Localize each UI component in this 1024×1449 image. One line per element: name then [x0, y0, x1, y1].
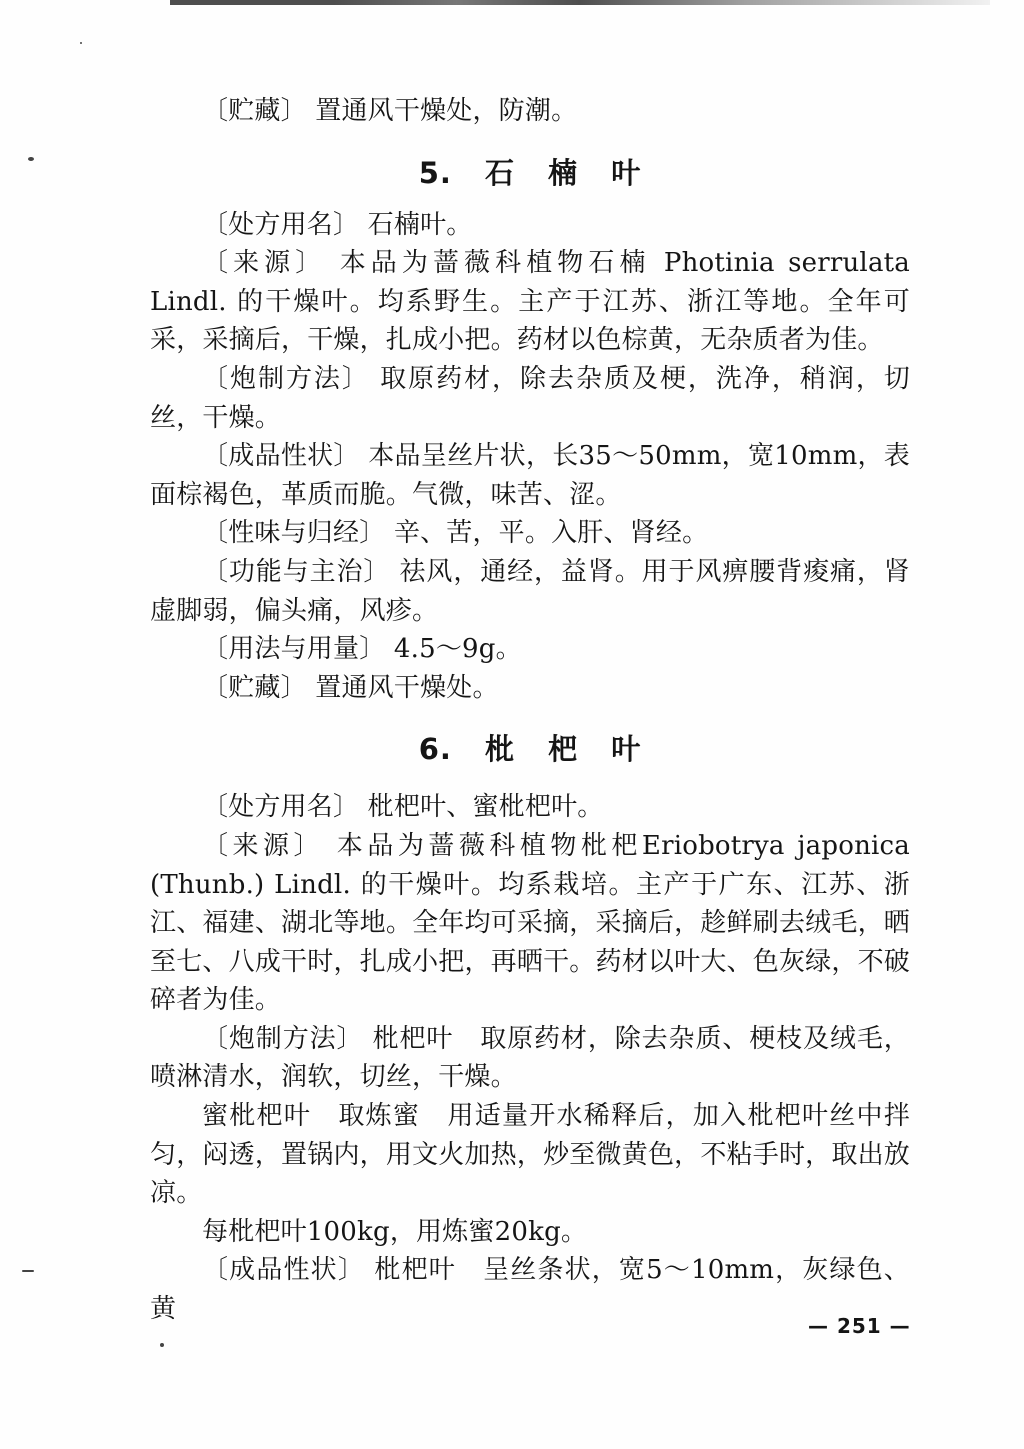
source-paragraph: 〔来源〕 本品为蔷薇科植物石楠 Photinia serrulata Lindl. 的干燥叶。均系野生。主产于江苏、浙江等地。全年可采，采摘后，干燥，扎成小把。药材以色棕黄，无杂质者为佳。	[150, 248, 910, 356]
storage-paragraph: 〔贮藏〕 置通风干燥处。	[202, 672, 499, 703]
product-properties-paragraph: 〔成品性状〕 本品呈丝片状，长35～50mm，宽10mm，表面棕褐色，革质而脆。气微，味苦、涩。	[150, 441, 910, 510]
page-content	[150, 92, 910, 1329]
storage-paragraph: 〔贮藏〕 置通风干燥处，防潮。	[202, 96, 578, 126]
section-heading-pipaye: 6. 枇 杷 叶	[418, 732, 642, 767]
processing-method-paragraph: 〔炮制方法〕 枇杷叶 取原药材，除去杂质、梗枝及绒毛，喷淋清水，润软，切丝，干燥。	[150, 1023, 910, 1093]
usage-dosage-paragraph: 〔用法与用量〕 4.5～9g。	[202, 634, 522, 665]
processing-method-paragraph: 〔炮制方法〕 取原药材，除去杂质及梗，洗净，稍润，切丝，干燥。	[150, 363, 910, 433]
prescription-name-paragraph: 〔处方用名〕 石楠叶。	[202, 209, 473, 240]
honey-ratio-paragraph: 每枇杷叶100kg，用炼蜜20kg。	[202, 1216, 588, 1247]
function-indication-paragraph: 〔功能与主治〕 祛风，通经，益肾。用于风痹腰背痠痛，肾虚脚弱，偏头痛，风疹。	[150, 556, 910, 626]
honey-processing-paragraph: 蜜枇杷叶 取炼蜜 用适量开水稀释后，加入枇杷叶丝中拌匀，闷透，置锅内，用文火加热，炒至微黄色，不粘手时，取出放凉。	[150, 1101, 910, 1209]
product-properties-paragraph: 〔成品性状〕 枇杷叶 呈丝条状，宽5～10mm，灰绿色、黄	[150, 1255, 910, 1325]
scan-speck	[28, 157, 34, 161]
scan-speck	[80, 42, 82, 44]
source-paragraph: 〔来源〕 本品为蔷薇科植物枇杷Eriobotrya japonica (Thunb.) Lindl. 的干燥叶。均系栽培。主产于广东、江苏、浙江、福建、湖北等地。全年均可采摘，采摘后，趁鲜刷去绒毛，晒至七、八成干时，扎成小把，再晒干。药材以叶大、色灰绿，不破碎者为佳。	[150, 830, 910, 1016]
section-heading-shinanye: 5. 石 楠 叶	[418, 155, 642, 190]
page-number: — 251 —	[808, 1314, 911, 1338]
scan-top-edge	[170, 0, 990, 5]
nature-meridian-paragraph: 〔性味与归经〕 辛、苦，平。入肝、肾经。	[202, 518, 709, 549]
scan-speck	[22, 1270, 34, 1272]
prescription-name-paragraph: 〔处方用名〕 枇杷叶、蜜枇杷叶。	[202, 792, 604, 823]
scan-speck	[160, 1343, 164, 1347]
